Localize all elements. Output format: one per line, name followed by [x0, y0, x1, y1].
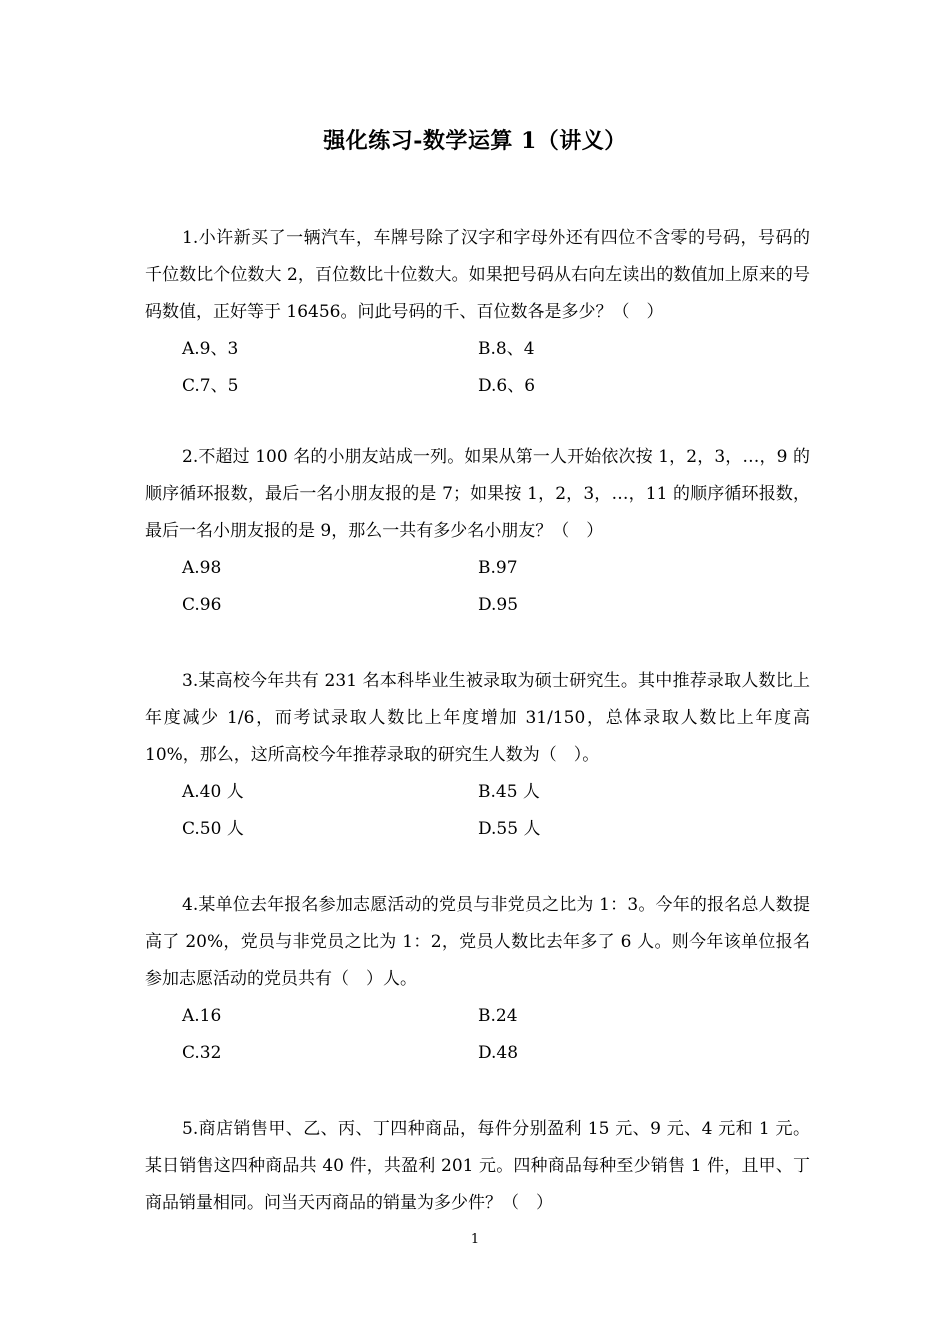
option-a: A.16: [182, 1006, 222, 1026]
option-c: C.32: [182, 1043, 222, 1063]
question-stem: 4.某单位去年报名参加志愿活动的党员与非党员之比为 1：3。今年的报名总人数提高了 20%，党员与非党员之比为 1：2，党员人数比去年多了 6 人。则今年该单位报名参加志愿活动的党员共有（ ）人。: [145, 895, 810, 989]
option-c: C.7、5: [182, 376, 239, 396]
option-d: D.6、6: [478, 376, 536, 396]
question-options: [145, 331, 810, 405]
question-1: [145, 220, 810, 405]
option-d: D.48: [478, 1043, 519, 1063]
option-a: A.98: [182, 558, 222, 578]
question-options: [145, 998, 810, 1072]
page-title: 强化练习-数学运算 1（讲义）: [323, 128, 627, 154]
option-b: B.24: [478, 1006, 518, 1026]
question-stem: 3.某高校今年共有 231 名本科毕业生被录取为硕士研究生。其中推荐录取人数比上年度减少 1/6，而考试录取人数比上年度增加 31/150，总体录取人数比上年度高 10%，那么，这所高校今年推荐录取的研究生人数为（ ）。: [145, 671, 810, 765]
question-stem: 2.不超过 100 名的小朋友站成一列。如果从第一人开始依次按 1，2，3，…，9 的顺序循环报数，最后一名小朋友报的是 7；如果按 1，2，3，…，11 的顺序循环报数，最后一名小朋友报的是 9，那么一共有多少名小朋友？（ ）: [145, 447, 810, 541]
option-a: A.9、3: [182, 339, 239, 359]
question-2: [145, 439, 810, 624]
question-stem: 1.小许新买了一辆汽车，车牌号除了汉字和字母外还有四位不含零的号码，号码的千位数比个位数大 2，百位数比十位数大。如果把号码从右向左读出的数值加上原来的号码数值，正好等于 16456。问此号码的千、百位数各是多少？（ ）: [145, 228, 810, 322]
question-3: [145, 663, 810, 848]
question-options: [145, 774, 810, 848]
option-b: B.45 人: [478, 782, 540, 802]
page-number: 1: [470, 1232, 480, 1247]
question-options: [145, 550, 810, 624]
question-4: [145, 887, 810, 1072]
option-b: B.97: [478, 558, 518, 578]
option-c: C.96: [182, 595, 222, 615]
option-a: A.40 人: [182, 782, 244, 802]
question-5: [145, 1111, 810, 1222]
option-b: B.8、4: [478, 339, 535, 359]
option-d: D.55 人: [478, 819, 541, 839]
question-stem: 5.商店销售甲、乙、丙、丁四种商品，每件分别盈利 15 元、9 元、4 元和 1 元。某日销售这四种商品共 40 件，共盈利 201 元。四种商品每种至少销售 1 件，且甲、丁商品销量相同。问当天丙商品的销量为多少件？（ ）: [145, 1119, 810, 1213]
option-d: D.95: [478, 595, 519, 615]
option-c: C.50 人: [182, 819, 244, 839]
